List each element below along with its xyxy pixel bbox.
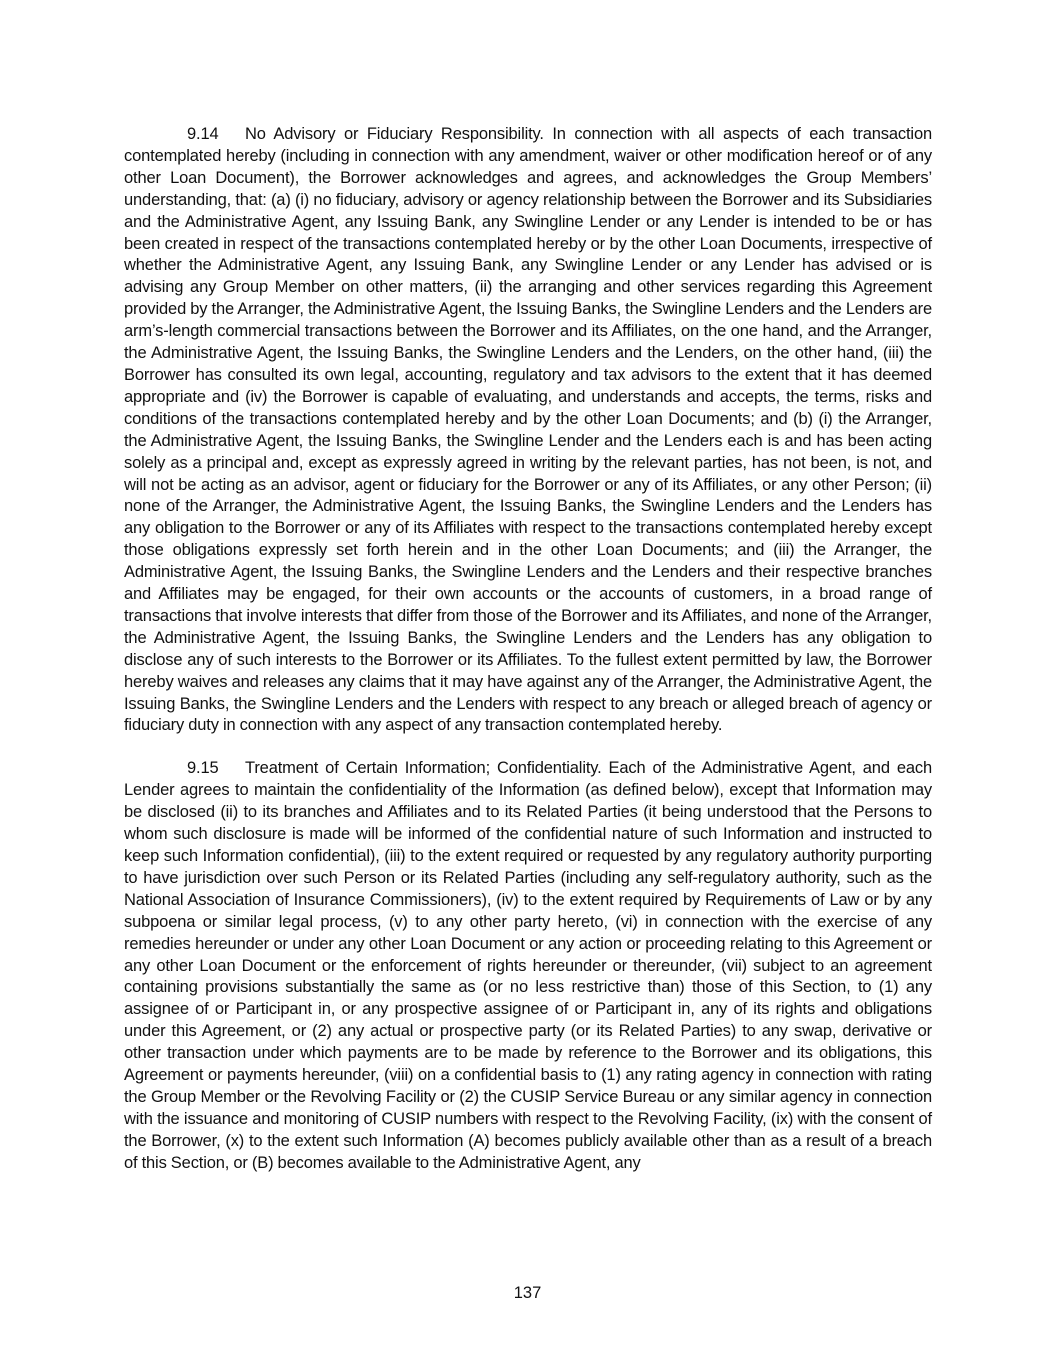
- section-body: In connection with all aspects of each transaction contemplated hereby (including in connection with any amendment, waiver or other modification hereof or of any other Loan Document), the Borrower acknowledges and agrees, and acknowledges the Group Members’ understanding, that: (a) (i) no fiduciary, advisory or agency relationship between the Borrower and its Subsidiaries and the Administrative Agent, any Issuing Bank, any Swingline Lender or any Lender is intended to be or has been created in respect of the transactions contemplated hereby or by the other Loan Documents, irrespective of whether the Administrative Agent, any Issuing Bank, any Swingline Lender or any Lender has advised or is advising any Group Member on other matters, (ii) the arranging and other services regarding this Agreement provided by the Arranger, the Administrative Agent, the Issuing Banks, the Swingline Lenders and the Lenders are arm’s-length commercial transactions between the Borrower and its Affiliates, on the one hand, and the Arranger, the Administrative Agent, the Issuing Banks, the Swingline Lenders and the Lenders, on the other hand, (iii) the Borrower has consulted its own legal, accounting, regulatory and tax advisors to the extent that it has deemed appropriate and (iv) the Borrower is capable of evaluating, and understands and accepts, the terms, risks and conditions of the transactions contemplated hereby and by the other Loan Documents; and (b) (i) the Arranger, the Administrative Agent, the Issuing Banks, the Swingline Lender and the Lenders each is and has been acting solely as a principal and, except as expressly agreed in writing by the relevant parties, has not been, is not, and will not be acting as an advisor, agent or fiduciary for the Borrower or any of its Affiliates, or any other Person; (ii) none of the Arranger, the Administrative Agent, the Issuing Banks, the Swingline Lenders and the Lenders has any obligation to the Borrower or any of its Affiliates with respect to the transactions contemplated hereby except those obligations expressly set forth herein and in the other Loan Documents; and (iii) the Arranger, the Administrative Agent, the Issuing Banks, the Swingline Lenders and the Lenders and their respective branches and Affiliates may be engaged, for their own accounts or the accounts of customers, in a broad range of transactions that involve interests that differ from those of the Borrower and its Affiliates, and none of the Arranger, the Administrative Agent, the Issuing Banks, the Swingline Lenders and the Lenders has any obligation to disclose any of such interests to the Borrower or its Affiliates. To the fullest extent permitted by law, the Borrower hereby waives and releases any claims that it may have against any of the Arranger, the Administrative Agent, the Issuing Banks, the Swingline Lenders and the Lenders with respect to any breach or alleged breach of agency or fiduciary duty in connection with any aspect of any transaction contemplated hereby.: [124, 125, 932, 735]
- page-number: 137: [513, 1284, 542, 1302]
- section-heading: Treatment of Certain Information; Confidentiality.: [245, 759, 602, 778]
- section-9-14-paragraph: [124, 124, 932, 737]
- section-number: 9.15: [187, 759, 219, 778]
- section-number: 9.14: [187, 125, 219, 143]
- section-body: Each of the Administrative Agent, and each Lender agrees to maintain the confidentiality of the Information (as defined below), except that Information may be disclosed (ii) to its branches and Affiliates and to its Related Parties (it being understood that the Persons to whom such disclosure is made will be informed of the confidential nature of such Information and instructed to keep such Information confidential), (iii) to the extent required or requested by any regulatory authority purporting to have jurisdiction over such Person or its Related Parties (including any self-regulatory authority, such as the National Association of Insurance Commissioners), (iv) to the extent required by Requirements of Law or by any subpoena or similar legal process, (v) to any other party hereto, (vi) in connection with the exercise of any remedies hereunder or under any other Loan Document or any action or proceeding relating to this Agreement or any other Loan Document or the enforcement of rights hereunder or thereunder, (vii) subject to an agreement containing provisions substantially the same as (or no less restrictive than) those of this Section, to (1) any assignee of or Participant in, or any prospective assignee of or Participant in, any of its rights and obligations under this Agreement, or (2) any actual or prospective party (or its Related Parties) to any swap, derivative or other transaction under which payments are to be made by reference to the Borrower and its obligations, this Agreement or payments hereunder, (viii) on a confidential basis to (1) any rating agency in connection with rating the Group Member or the Revolving Facility or (2) the CUSIP Service Bureau or any similar agency in connection with the issuance and monitoring of CUSIP numbers with respect to the Revolving Facility, (ix) with the consent of the Borrower, (x) to the extent such Information (A) becomes publicly available other than as a result of a breach of this Section, or (B) becomes available to the Administrative Agent, any: [124, 759, 932, 1172]
- section-9-15-paragraph: [124, 758, 932, 1174]
- section-heading: No Advisory or Fiduciary Responsibility.: [245, 125, 544, 143]
- document-page: [124, 124, 932, 1175]
